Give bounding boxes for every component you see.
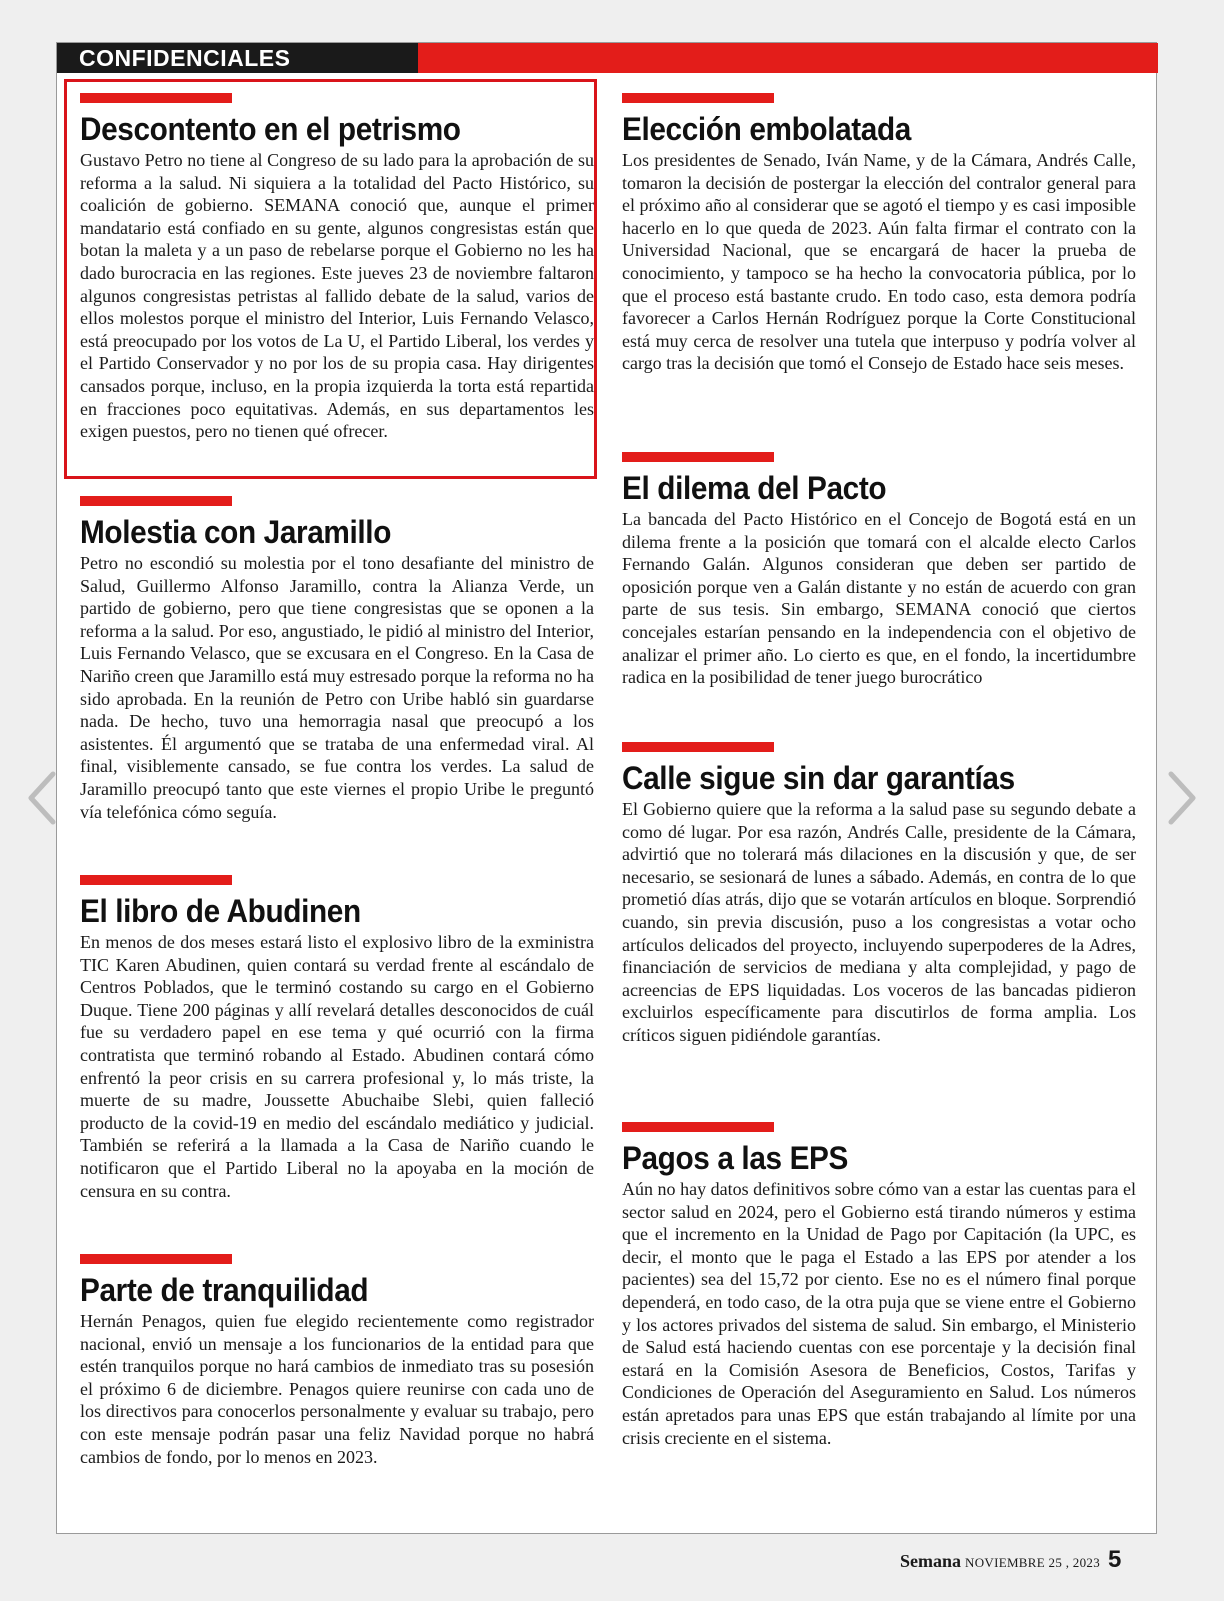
- section-title: CONFIDENCIALES: [79, 45, 291, 71]
- article-abudinen: [80, 875, 594, 1202]
- article-red-bar: [622, 93, 774, 103]
- next-page-arrow[interactable]: [1163, 768, 1199, 828]
- article-red-bar: [80, 496, 232, 506]
- article-headline: El libro de Abudinen: [80, 893, 361, 929]
- article-tranquilidad: [80, 1254, 594, 1468]
- article-body: Petro no escondió su molestia por el tono desafiante del ministro de Salud, Guillermo Alfonso Jaramillo, contra la Alianza Verde, un partido de gobierno, pero que tiene congresistas que se oponen a la reforma a la salud. Por eso, angustiado, le pidió al ministro del Interior, Luis Fernando Velasco, que se excusara en el Congreso. En la Casa de Nariño creen que Jaramillo está muy estresado porque la reforma no ha sido aprobada. En la reunión de Petro con Uribe habló sin guardarse nada. De hecho, tuvo una hemorragia nasal que preocupó a los asistentes. Él argumentó que se trataba de una enfermedad viral. Al final, visiblemente cansado, se fue contra los verdes. La salud de Jaramillo preocupó tanto que este viernes el propio Uribe le preguntó vía telefónica cómo seguía.: [80, 553, 594, 822]
- article-body: La bancada del Pacto Histórico en el Concejo de Bogotá está en un dilema frente a la posición que tomará con el alcalde electo Carlos Fernando Galán. Algunos consideran que deben ser partido de oposición porque ven a Galán distante y no están de acuerdo con gran parte de sus tesis. Sin embargo, SEMANA conoció que ciertos concejales estarían pensando en la independencia con el objetivo de analizar el primer año. Lo cierto es que, en el fondo, la incertidumbre radica en la posibilidad de tener juego burocrático: [622, 509, 1136, 688]
- article-headline: Molestia con Jaramillo: [80, 514, 392, 550]
- chevron-right-icon: [1163, 768, 1199, 828]
- section-header: [57, 43, 1158, 73]
- article-descontento: [80, 93, 594, 443]
- article-red-bar: [622, 452, 774, 462]
- article-red-bar: [622, 742, 774, 752]
- article-pagos-eps: [622, 1122, 1136, 1449]
- article-jaramillo: [80, 496, 594, 823]
- article-calle: [622, 742, 1136, 1047]
- article-headline: Descontento en el petrismo: [80, 111, 461, 147]
- article-red-bar: [80, 1254, 232, 1264]
- article-red-bar: [80, 93, 232, 103]
- article-body: En menos de dos meses estará listo el explosivo libro de la exministra TIC Karen Abudinen, quien contará su verdad frente al escándalo de Centros Poblados, que le terminó costando su cargo en el Gobierno Duque. Tiene 200 páginas y allí revelará detalles desconocidos de cuál fue su verdadero papel en ese tema y qué ocurrió con la firma contratista que terminó robando al Estado. Abudinen contará cómo enfrentó la peor crisis en su carrera profesional y, lo más triste, la muerte de su madre, Joussette Abuchaibe Slebi, quien falleció producto de la covid-19 en medio del escándalo mediático y judicial. También se referirá a la llamada a la Casa de Nariño cuando le notificaron que el Partido Liberal no la apoyaba en la moción de censura en su contra.: [80, 932, 594, 1201]
- article-body: Aún no hay datos definitivos sobre cómo van a estar las cuentas para el sector salud en 2024, pero el Gobierno está tirando números y estima que el incremento en la Unidad de Pago por Capitación (la UPC, es decir, el monto que le paga el Estado a las EPS por atender a los pacientes) sea del 15,72 por ciento. Ese no es el número final porque dependerá, en todo caso, de la otra puja que se viene entre el Gobierno y los actores privados del sistema de salud. Sin embargo, el Ministerio de Salud está haciendo cuentas con ese porcentaje y la decisión final estará en la Comisión Asesora de Beneficios, Costos, Tarifas y Condiciones de Operación del Aseguramiento en Salud. Los números están apretados para unas EPS que están trabajando al límite por una crisis creciente en el sistema.: [622, 1179, 1136, 1448]
- article-body: Hernán Penagos, quien fue elegido recientemente como registrador nacional, envió un mensaje a los funcionarios de la entidad para que estén tranquilos porque no hará cambios de inmediato tras su posesión el próximo 6 de diciembre. Penagos quiere reunirse con cada uno de los directivos para conocerlos personalmente y evaluar su trabajo, pero con este mensaje podrán pasar una feliz Navidad porque no habrá cambios de fondo, por lo menos en 2023.: [80, 1311, 594, 1467]
- magazine-page: [56, 42, 1157, 1534]
- article-headline: Calle sigue sin dar garantías: [622, 760, 1015, 796]
- article-headline: Elección embolatada: [622, 111, 911, 147]
- footer-magazine-name: Semana: [900, 1551, 962, 1571]
- page-footer: [900, 1546, 1140, 1576]
- footer-date: NOVIEMBRE 25 , 2023: [965, 1555, 1100, 1570]
- article-dilema-pacto: [622, 452, 1136, 689]
- article-body: Gustavo Petro no tiene al Congreso de su lado para la aprobación de su reforma a la salud. Ni siquiera a la totalidad del Pacto Histórico, su coalición de gobierno. SEMANA conoció que, aunque el primer mandatario está confiado en su gente, algunos congresistas están que botan la maleta y a un paso de rebelarse porque el Gobierno no les ha dado burocracia en las regiones. Este jueves 23 de noviembre faltaron algunos congresistas petristas al fallido debate de la salud, varios de ellos molestos porque el ministro del Interior, Luis Fernando Velasco, está preocupado por los votos de La U, el Partido Liberal, los verdes y el Partido Conservador y no por los de su propia casa. Hay dirigentes cansados porque, incluso, en la propia izquierda la torta está repartida en fracciones poco equitativas. Además, en sus departamentos les exigen puestos, pero no tienen qué ofrecer.: [80, 150, 594, 442]
- article-headline: El dilema del Pacto: [622, 470, 887, 506]
- footer-page-number: 5: [1108, 1546, 1122, 1573]
- article-eleccion: [622, 93, 1136, 375]
- article-body: El Gobierno quiere que la reforma a la salud pase su segundo debate a como dé lugar. Por esa razón, Andrés Calle, presidente de la Cámara, advirtió que no tolerará más dilaciones en la discusión y que, de ser necesario, se sesionará de lunes a sábado. Además, en contra de lo que prometió días atrás, dijo que se votarán artículos en bloque. Sorprendió cuando, sin previa discusión, puso a los congresistas a votar ocho artículos delicados del proyecto, incluyendo superpoderes de la Adres, financiación de servicios de mediana y alta complejidad, y pago de acreencias de EPS liquidadas. Los voceros de las bancadas pidieron excluirlos específicamente para discutirlos de forma amplia. Los críticos siguen pidiéndole garantías.: [622, 799, 1136, 1045]
- article-body: Los presidentes de Senado, Iván Name, y de la Cámara, Andrés Calle, tomaron la decisión de postergar la elección del contralor general para el próximo año al considerar que se agotó el tiempo y es casi imposible hacerlo en lo que queda de 2023. Aún falta firmar el contrato con la Universidad Nacional, que se encargará de hacer la prueba de conocimiento, y tampoco se ha hecho la convocatoria pública, por lo que el proceso está bastante crudo. En todo caso, esta demora podría favorecer a Carlos Hernán Rodríguez porque la Corte Constitucional está muy cerca de resolver una tutela que interpuso y podría volver al cargo tras la decisión que tomó el Consejo de Estado hace seis meses.: [622, 150, 1136, 374]
- article-red-bar: [80, 875, 232, 885]
- article-headline: Pagos a las EPS: [622, 1140, 849, 1176]
- article-headline: Parte de tranquilidad: [80, 1272, 369, 1308]
- article-red-bar: [622, 1122, 774, 1132]
